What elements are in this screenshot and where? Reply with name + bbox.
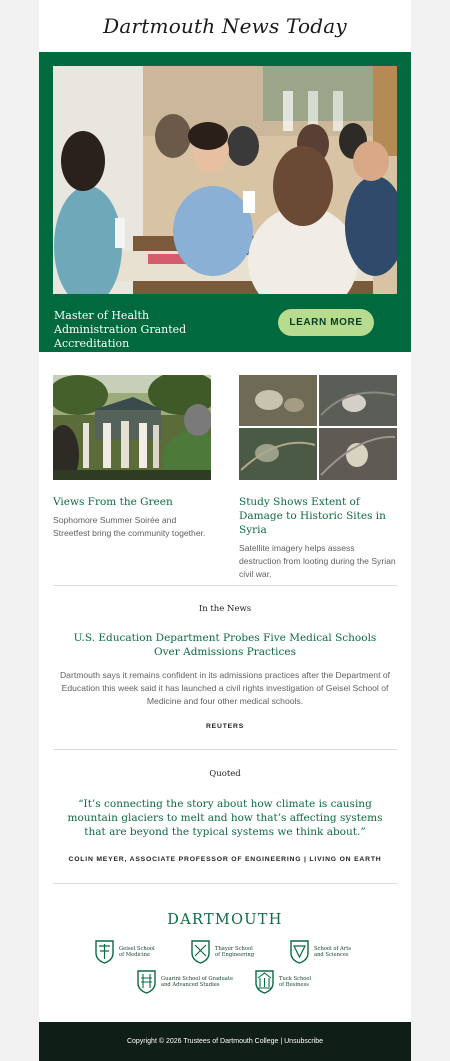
hero-photo-illustration — [53, 66, 397, 294]
masthead — [39, 0, 411, 52]
quoted-label: Quoted — [209, 769, 241, 779]
story-card — [53, 375, 211, 540]
school-name: Tuck School of Business — [279, 975, 312, 988]
school-name: School of Arts and Sciences — [314, 945, 352, 958]
story-description: Sophomore Summer Soirée and Streetfest bring the community together. — [53, 515, 206, 538]
shield-icon — [191, 940, 210, 964]
quote-attribution: COLIN MEYER, ASSOCIATE PROFESSOR OF ENGINEERING | LIVING ON EARTH — [68, 856, 382, 863]
unsubscribe-link[interactable]: Unsubscribe — [284, 1038, 324, 1045]
story-image-syria[interactable] — [239, 375, 397, 480]
quote-text: “It’s connecting the story about how climate is causing mountain glaciers to melt and how that’s affecting systems that are beyond the typical systems we think about.” — [67, 798, 383, 838]
shield-icon — [95, 940, 114, 964]
story-card — [239, 375, 397, 581]
school-thayer[interactable] — [191, 940, 273, 964]
dartmouth-wordmark[interactable]: DARTMOUTH — [167, 912, 283, 928]
story-description: Satellite imagery helps assess destruction from looting during the Syrian civil war. — [239, 543, 396, 579]
school-geisel[interactable] — [95, 940, 177, 964]
story-title[interactable]: Views From the Green — [53, 496, 173, 508]
newsletter-title: Dartmouth News Today — [103, 14, 347, 38]
green-event-illustration — [53, 375, 211, 480]
divider — [53, 883, 397, 884]
shield-icon — [137, 970, 156, 994]
in-the-news-label: In the News — [198, 604, 252, 614]
school-arts-sciences[interactable] — [290, 940, 372, 964]
story-image-green[interactable] — [53, 375, 211, 480]
news-source: REUTERS — [205, 723, 245, 730]
hero-section — [39, 52, 411, 352]
learn-more-button[interactable]: LEARN MORE — [278, 309, 374, 336]
news-headline[interactable]: U.S. Education Department Probes Five Medical Schools Over Admissions Practices — [73, 632, 377, 658]
school-tuck[interactable] — [255, 970, 337, 994]
divider — [53, 749, 397, 750]
footer-separator: | — [278, 1038, 285, 1045]
email-container — [39, 0, 411, 1061]
copyright-text: Copyright © 2026 Trustees of Dartmouth College — [126, 1038, 279, 1045]
divider — [53, 585, 397, 586]
school-name: Guarini School of Graduate and Advanced Studies — [161, 975, 234, 988]
featured-stories — [53, 375, 397, 579]
footer — [39, 1022, 411, 1061]
news-summary: Dartmouth says it remains confident in its admissions practices after the Department of Education this week said it has launched a civil rights investigation of Geisel School of Medicine and four other medical schools. — [59, 670, 391, 706]
school-name: Geisel School of Medicine — [119, 945, 155, 958]
hero-photo[interactable] — [53, 66, 397, 294]
shield-icon — [255, 970, 274, 994]
school-name: Thayer School of Engineering — [215, 945, 255, 958]
satellite-grid-illustration — [239, 375, 397, 480]
story-title[interactable]: Study Shows Extent of Damage to Historic Sites in Syria — [239, 496, 386, 536]
shield-icon — [290, 940, 309, 964]
school-guarini[interactable] — [137, 970, 247, 994]
hero-headline[interactable]: Master of Health Administration Granted Accreditation — [54, 309, 187, 350]
